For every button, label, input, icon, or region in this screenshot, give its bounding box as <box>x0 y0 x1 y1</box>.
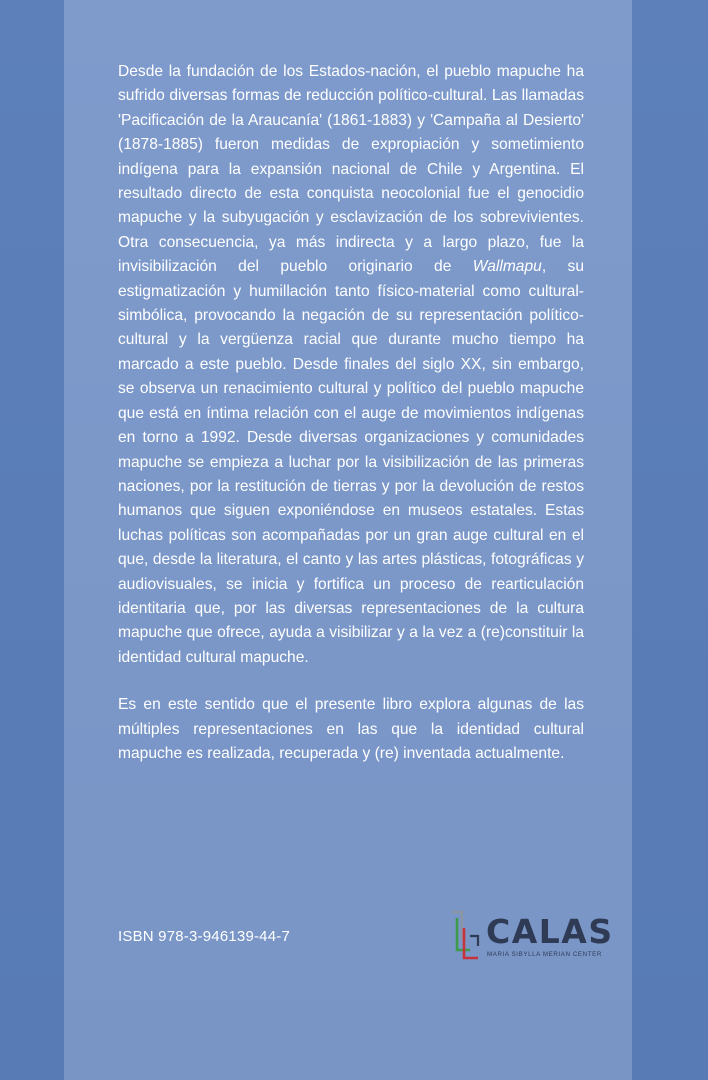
blurb-paragraph-2: Es en este sentido que el presente libro explora algunas de las múltiples representaciones en las que la identidad cultural mapuche es realizada, recuperada y (re) inventada actualmente. <box>118 696 584 762</box>
calas-logo <box>448 910 614 966</box>
calas-wordmark: CALAS <box>486 912 614 951</box>
calas-logo-icon <box>448 910 482 964</box>
blurb-text <box>118 60 584 766</box>
calas-subtitle: MARIA SIBYLLA MERIAN CENTER <box>487 951 602 958</box>
isbn-number: ISBN 978-3-946139-44-7 <box>118 928 291 945</box>
blurb-paragraph-1: Desde la fundación de los Estados-nación, el pueblo mapuche ha sufrido diversas formas de reducción político-cultural. Las llamadas 'Pacificación de la Araucanía' (1861-1883) y 'Campaña al Desierto' (1878-1885) fueron medidas de expropiación y sometimiento indígena para la expansión nacional de Chile y Argentina. El resultado directo de esta conquista neocolonial fue el genocidio mapuche y la subyugación y esclavización de los sobrevivientes. Otra consecuencia, ya más indirecta y a largo plazo, fue la invisibilización del pueblo originario de Wallmapu, su estigmatización y humillación tanto físico-material como cultural-simbólica, provocando la negación de su representación político-cultural y la vergüenza racial que durante mucho tiempo ha marcado a este pueblo. Desde finales del siglo XX, sin embargo, se observa un renacimiento cultural y político del pueblo mapuche que está en íntima relación con el auge de movimientos indígenas en torno a 1992. Desde diversas organizaciones y comunidades mapuche se empieza a luchar por la visibilización de las primeras naciones, por la restitución de tierras y por la devolución de restos humanos que siguen exponiéndose en museos estatales. Estas luchas políticas son acompañadas por un gran auge cultural en el que, desde la literatura, el canto y las artes plásticas, fotográficas y audiovisuales, se inicia y fortifica un proceso de rearticulación identitaria que, por las diversas representaciones de la cultura mapuche que ofrece, ayuda a visibilizar y a la vez a (re)constituir la identidad cultural mapuche. <box>118 63 584 666</box>
wallmapu-term: Wallmapu <box>472 258 542 276</box>
